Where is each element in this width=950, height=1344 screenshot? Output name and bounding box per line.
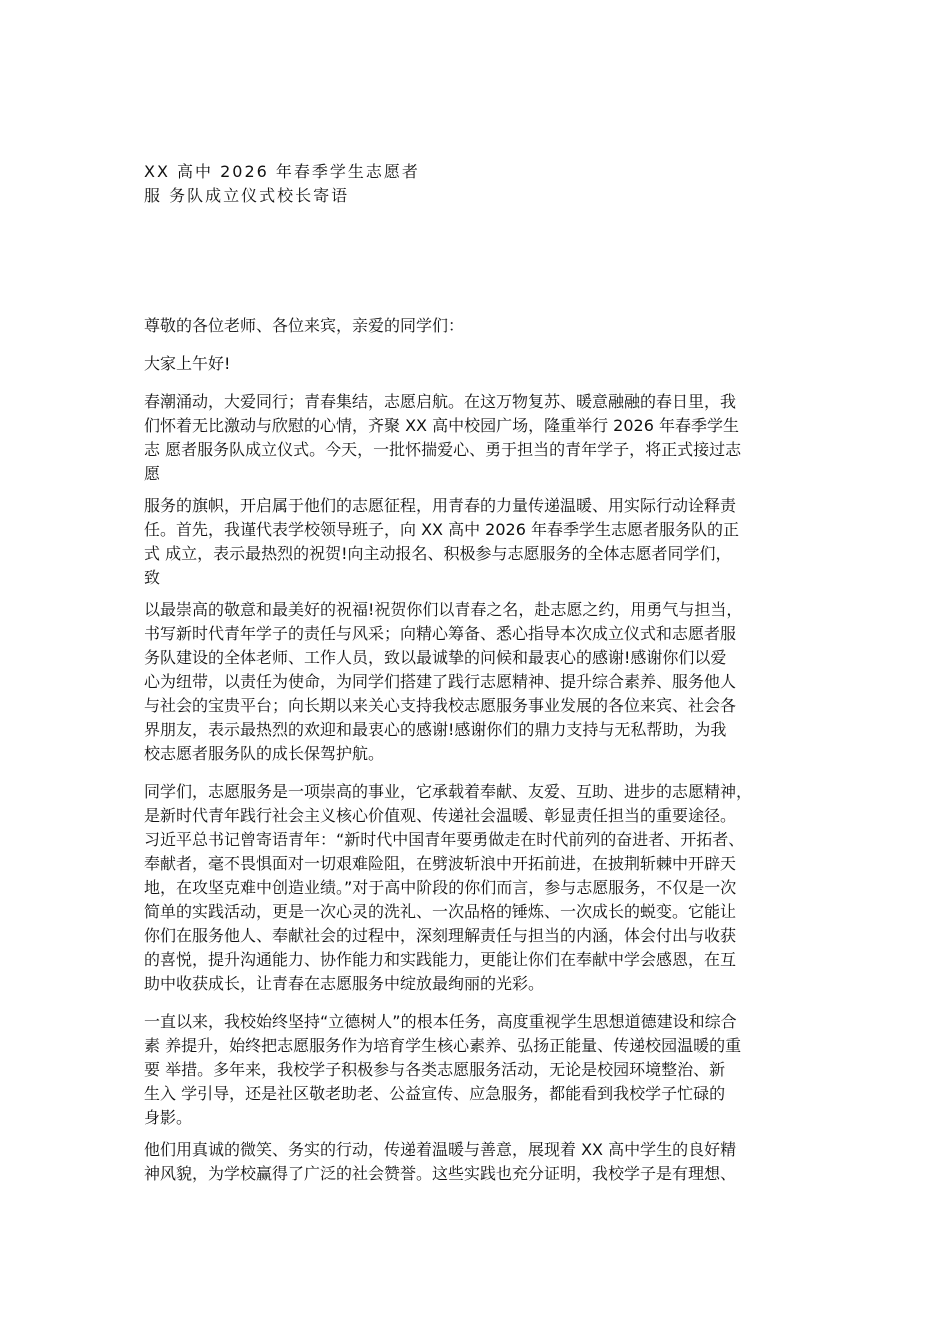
paragraph [144, 390, 816, 486]
title-line: 服 务队成立仪式校长寄语 [144, 186, 350, 205]
text-line: 以最崇高的敬意和最美好的祝福!祝贺你们以青春之名，赴志愿之约，用勇气与担当， [144, 600, 743, 619]
text-line: 志 愿者服务队成立仪式。今天，一批怀揣爱心、勇于担当的青年学子，将正式接过志 [144, 440, 742, 459]
document-body [144, 314, 816, 1198]
paragraph [144, 598, 816, 766]
text-line: 一直以来，我校始终坚持“立德树人”的根本任务，高度重视学生思想道德建设和综合 [144, 1012, 737, 1031]
text-line: 愿 [144, 464, 161, 483]
text-line: 大家上午好! [144, 354, 231, 373]
text-line: 同学们，志愿服务是一项崇高的事业，它承载着奉献、友爱、互助、进步的志愿精神， [144, 782, 753, 801]
text-line: 是新时代青年践行社会主义核心价值观、传递社会温暖、彰显责任担当的重要途径。 [144, 806, 737, 825]
text-line: 身影。 [144, 1108, 193, 1127]
paragraph [144, 494, 816, 590]
text-line: 尊敬的各位老师、各位来宾，亲爱的同学们： [144, 316, 465, 335]
text-line: 界朋友，表示最热烈的欢迎和最衷心的感谢!感谢你们的鼎力支持与无私帮助，为我 [144, 720, 727, 739]
text-line: 要 举措。多年来，我校学子积极参与各类志愿服务活动，无论是校园环境整治、新 [144, 1060, 726, 1079]
text-line: 与社会的宝贵平台；向长期以来关心支持我校志愿服务事业发展的各位来宾、社会各 [144, 696, 737, 715]
paragraph [144, 780, 816, 996]
text-line: 春潮涌动，大爱同行；青春集结，志愿启航。在这万物复苏、暖意融融的春日里，我 [144, 392, 737, 411]
text-line: 习近平总书记曾寄语青年：“新时代中国青年要勇做走在时代前列的奋进者、开拓者、 [144, 830, 745, 849]
paragraph [144, 1010, 816, 1130]
text-line: 助中收获成长，让青春在志愿服务中绽放最绚丽的光彩。 [144, 974, 545, 993]
text-line: 生入 学引导，还是社区敬老助老、公益宣传、应急服务，都能看到我校学子忙碌的 [144, 1084, 726, 1103]
text-line: 地，在攻坚克难中创造业绩。”对于高中阶段的你们而言，参与志愿服务，不仅是一次 [144, 878, 737, 897]
text-line: 服务的旗帜，开启属于他们的志愿征程，用青春的力量传递温暖、用实际行动诠释责 [144, 496, 737, 515]
text-line: 务队建设的全体老师、工作人员，致以最诚挚的问候和最衷心的感谢!感谢你们以爱 [144, 648, 727, 667]
text-line: 书写新时代青年学子的责任与风采；向精心筹备、悉心指导本次成立仪式和志愿者服 [144, 624, 737, 643]
text-line: 校志愿者服务队的成长保驾护航。 [144, 744, 385, 763]
text-line: 他们用真诚的微笑、务实的行动，传递着温暖与善意，展现着 XX 高中学生的良好精 [144, 1140, 737, 1159]
text-line: 奉献者，毫不畏惧面对一切艰难险阻，在劈波斩浪中开拓前进，在披荆斩棘中开辟天 [144, 854, 737, 873]
text-line: 的喜悦，提升沟通能力、协作能力和实践能力，更能让你们在奉献中学会感恩，在互 [144, 950, 737, 969]
text-line: 们怀着无比激动与欣慰的心情，齐聚 XX 高中校园广场，隆重举行 2026 年春季学生 [144, 416, 739, 435]
paragraph-salutation [144, 314, 816, 338]
text-line: 素 养提升，始终把志愿服务作为培育学生核心素养、弘扬正能量、传递校园温暖的重 [144, 1036, 742, 1055]
document-title [144, 160, 824, 208]
text-line: 神风貌，为学校赢得了广泛的社会赞誉。这些实践也充分证明，我校学子是有理想、 [144, 1164, 737, 1183]
text-line: 致 [144, 568, 161, 587]
text-line: 心为纽带，以责任为使命，为同学们搭建了践行志愿精神、提升综合素养、服务他人 [144, 672, 737, 691]
text-line: 式 成立，表示最热烈的祝贺!向主动报名、积极参与志愿服务的全体志愿者同学们， [144, 544, 732, 563]
text-line: 简单的实践活动，更是一次心灵的洗礼、一次品格的锤炼、一次成长的蜕变。它能让 [144, 902, 737, 921]
title-line: XX 高中 2026 年春季学生志愿者 [144, 162, 420, 181]
paragraph [144, 1138, 816, 1186]
text-line: 你们在服务他人、奉献社会的过程中，深刻理解责任与担当的内涵，体会付出与收获 [144, 926, 737, 945]
paragraph-greeting [144, 352, 816, 376]
text-line: 任。首先，我谨代表学校领导班子，向 XX 高中 2026 年春季学生志愿者服务队的正 [144, 520, 739, 539]
